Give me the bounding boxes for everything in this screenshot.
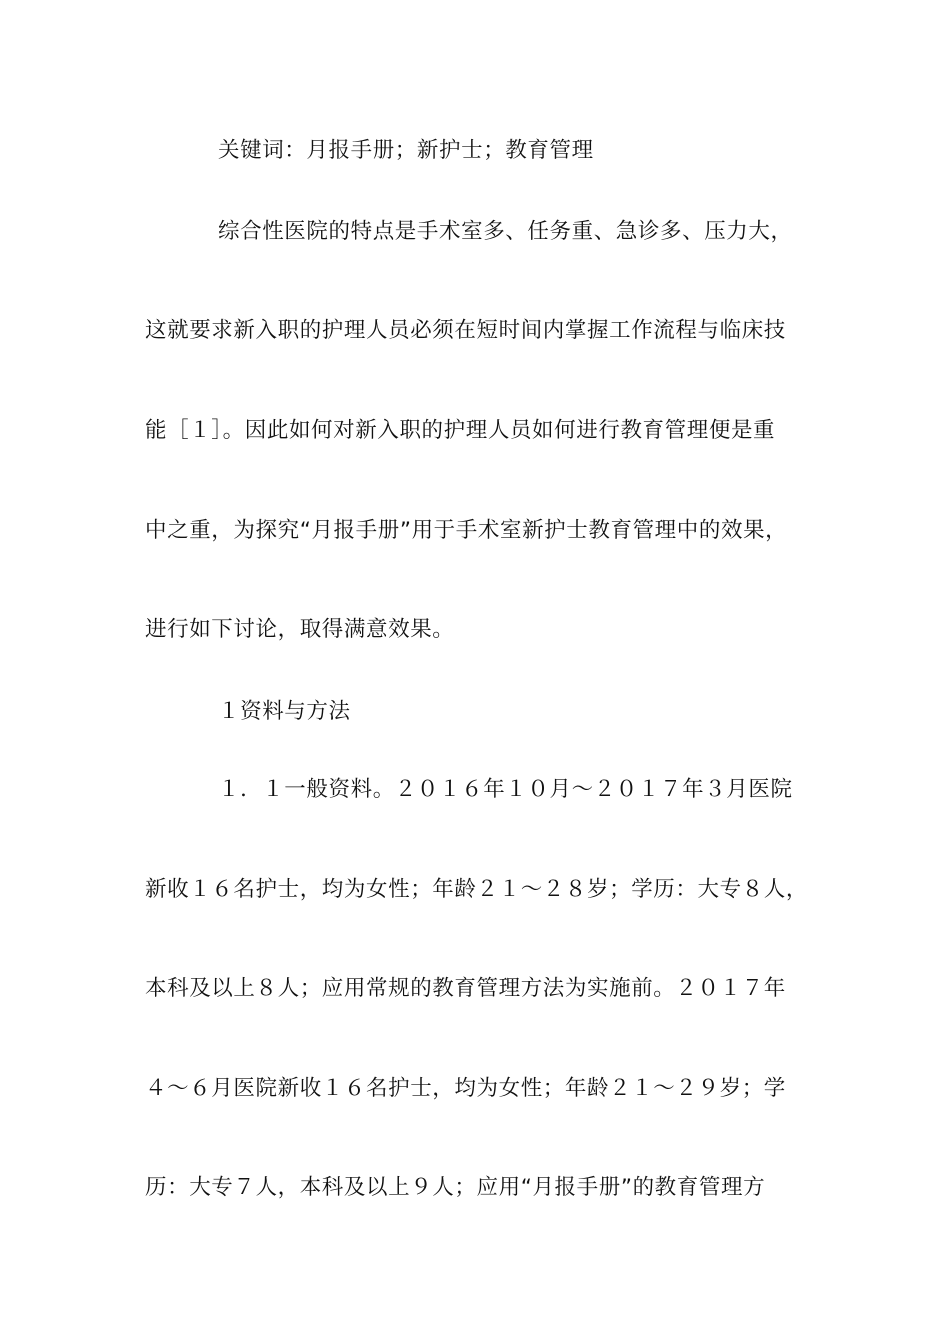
keywords-line: 关键词：月报手册；新护士；教育管理 <box>218 138 594 163</box>
paragraph-line: 能［１］。因此如何对新入职的护理人员如何进行教育管理便是重 <box>145 418 776 443</box>
paragraph-line: １．１一般资料。２０１６年１０月～２０１７年３月医院 <box>218 777 793 802</box>
paragraph-line: 新收１６名护士，均为女性；年龄２１～２８岁；学历：大专８人， <box>145 877 809 902</box>
paragraph-line: 这就要求新入职的护理人员必须在短时间内掌握工作流程与临床技 <box>145 318 786 343</box>
paragraph-line: 历：大专７人，本科及以上９人；应用“月报手册”的教育管理方 <box>145 1175 766 1200</box>
paragraph-line: 综合性医院的特点是手术室多、任务重、急诊多、压力大， <box>218 219 793 244</box>
paragraph-line: 中之重，为探究“月报手册”用于手术室新护士教育管理中的效果， <box>145 518 788 543</box>
section-heading: １资料与方法 <box>218 699 351 724</box>
paragraph-line: 本科及以上８人；应用常规的教育管理方法为实施前。２０１７年 <box>145 976 786 1001</box>
paragraph-line: ４～６月医院新收１６名护士，均为女性；年龄２１～２９岁；学 <box>145 1076 786 1101</box>
paragraph-line: 进行如下讨论，取得满意效果。 <box>145 617 455 642</box>
